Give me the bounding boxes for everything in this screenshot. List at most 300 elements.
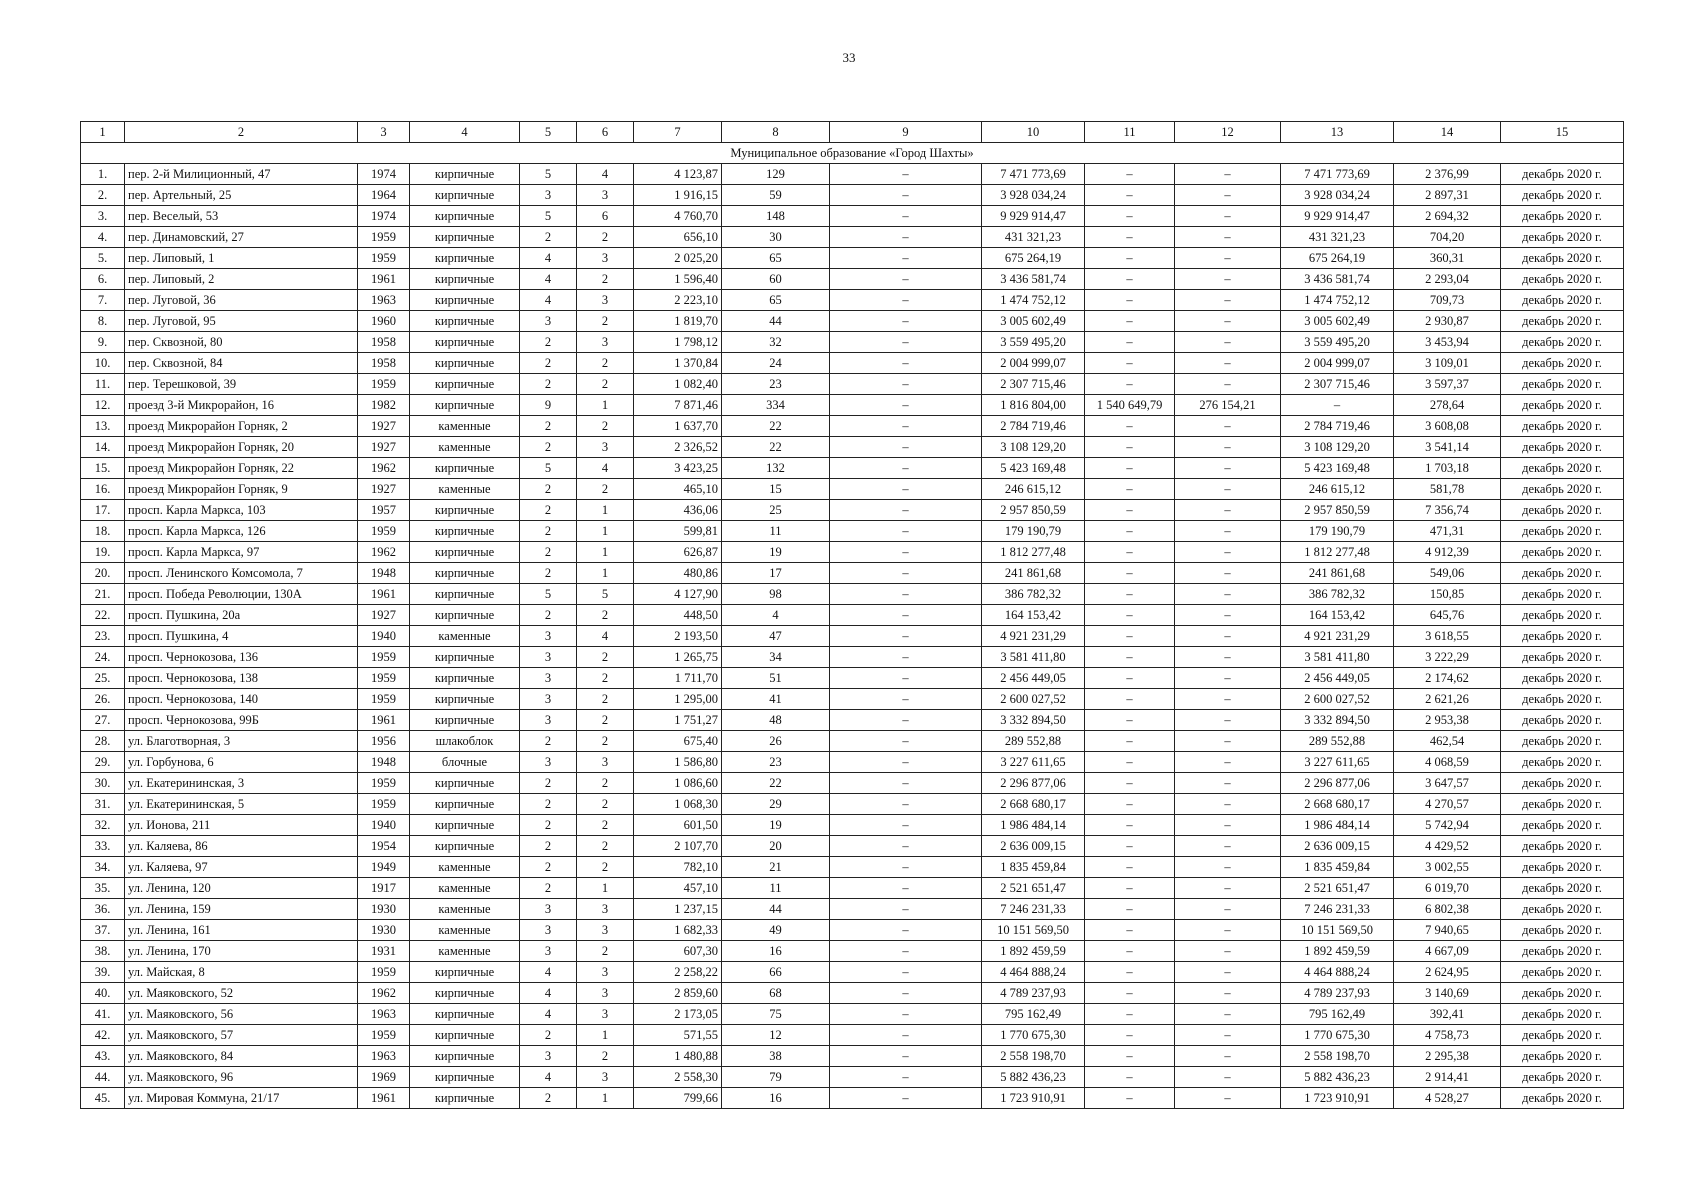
address-cell: просп. Карла Маркса, 103: [125, 500, 358, 521]
total-cost-cell: 179 190,79: [982, 521, 1085, 542]
deadline-cell: декабрь 2020 г.: [1501, 899, 1624, 920]
col-13-cell: 1 812 277,48: [1281, 542, 1394, 563]
cost-per-sqm-cell: 645,76: [1394, 605, 1501, 626]
col-12-cell: –: [1175, 647, 1281, 668]
address-cell: ул. Екатерининская, 5: [125, 794, 358, 815]
year-built-cell: 1959: [358, 962, 410, 983]
row-number-cell: 35.: [81, 878, 125, 899]
table-row: [81, 395, 1624, 416]
wall-material-cell: кирпичные: [410, 542, 520, 563]
col-11-cell: –: [1085, 353, 1175, 374]
cost-per-sqm-cell: 2 624,95: [1394, 962, 1501, 983]
total-cost-cell: 5 882 436,23: [982, 1067, 1085, 1088]
residents-cell: 23: [722, 752, 830, 773]
wall-material-cell: каменные: [410, 479, 520, 500]
floors-cell: 2: [520, 353, 577, 374]
row-number-cell: 10.: [81, 353, 125, 374]
col-13-cell: 2 600 027,52: [1281, 689, 1394, 710]
area-cell: 465,10: [634, 479, 722, 500]
address-cell: пер. Луговой, 36: [125, 290, 358, 311]
total-cost-cell: 1 892 459,59: [982, 941, 1085, 962]
entrances-cell: 2: [577, 794, 634, 815]
residents-cell: 12: [722, 1025, 830, 1046]
floors-cell: 3: [520, 710, 577, 731]
floors-cell: 2: [520, 374, 577, 395]
residents-cell: 20: [722, 836, 830, 857]
col-13-cell: 2 456 449,05: [1281, 668, 1394, 689]
row-number-cell: 27.: [81, 710, 125, 731]
table-row: [81, 185, 1624, 206]
cost-per-sqm-cell: 2 293,04: [1394, 269, 1501, 290]
wall-material-cell: кирпичные: [410, 395, 520, 416]
floors-cell: 2: [520, 836, 577, 857]
entrances-cell: 1: [577, 878, 634, 899]
col-13-cell: 2 307 715,46: [1281, 374, 1394, 395]
year-built-cell: 1930: [358, 899, 410, 920]
year-built-cell: 1927: [358, 437, 410, 458]
floors-cell: 4: [520, 962, 577, 983]
row-number-cell: 19.: [81, 542, 125, 563]
year-built-cell: 1960: [358, 311, 410, 332]
wall-material-cell: кирпичные: [410, 647, 520, 668]
col-9-cell: –: [830, 311, 982, 332]
area-cell: 607,30: [634, 941, 722, 962]
entrances-cell: 3: [577, 248, 634, 269]
table-row: [81, 248, 1624, 269]
row-number-cell: 43.: [81, 1046, 125, 1067]
col-13-cell: 1 835 459,84: [1281, 857, 1394, 878]
area-cell: 1 637,70: [634, 416, 722, 437]
deadline-cell: декабрь 2020 г.: [1501, 983, 1624, 1004]
row-number-cell: 42.: [81, 1025, 125, 1046]
col-9-cell: –: [830, 605, 982, 626]
area-cell: 1 819,70: [634, 311, 722, 332]
residents-cell: 11: [722, 878, 830, 899]
col-9-cell: –: [830, 668, 982, 689]
wall-material-cell: кирпичные: [410, 206, 520, 227]
row-number-cell: 36.: [81, 899, 125, 920]
entrances-cell: 1: [577, 1088, 634, 1109]
col-13-cell: 1 723 910,91: [1281, 1088, 1394, 1109]
row-number-cell: 34.: [81, 857, 125, 878]
floors-cell: 9: [520, 395, 577, 416]
cost-per-sqm-cell: 2 621,26: [1394, 689, 1501, 710]
residents-cell: 148: [722, 206, 830, 227]
entrances-cell: 3: [577, 185, 634, 206]
area-cell: 601,50: [634, 815, 722, 836]
col-9-cell: –: [830, 164, 982, 185]
cost-per-sqm-cell: 2 953,38: [1394, 710, 1501, 731]
col-11-cell: –: [1085, 206, 1175, 227]
table-row: [81, 773, 1624, 794]
col-9-cell: –: [830, 752, 982, 773]
col-9-cell: –: [830, 878, 982, 899]
cost-per-sqm-cell: 2 295,38: [1394, 1046, 1501, 1067]
cost-per-sqm-cell: 581,78: [1394, 479, 1501, 500]
wall-material-cell: кирпичные: [410, 689, 520, 710]
wall-material-cell: кирпичные: [410, 290, 520, 311]
entrances-cell: 3: [577, 899, 634, 920]
area-cell: 4 123,87: [634, 164, 722, 185]
residents-cell: 22: [722, 773, 830, 794]
col-9-cell: –: [830, 521, 982, 542]
area-cell: 448,50: [634, 605, 722, 626]
entrances-cell: 2: [577, 227, 634, 248]
table-row: [81, 815, 1624, 836]
row-number-cell: 18.: [81, 521, 125, 542]
column-header-11: 11: [1085, 122, 1175, 143]
col-12-cell: –: [1175, 353, 1281, 374]
area-cell: 4 760,70: [634, 206, 722, 227]
col-13-cell: 10 151 569,50: [1281, 920, 1394, 941]
col-13-cell: 5 882 436,23: [1281, 1067, 1394, 1088]
table-row: [81, 941, 1624, 962]
col-12-cell: –: [1175, 458, 1281, 479]
cost-per-sqm-cell: 4 912,39: [1394, 542, 1501, 563]
col-12-cell: –: [1175, 920, 1281, 941]
address-cell: пер. Веселый, 53: [125, 206, 358, 227]
col-13-cell: 2 521 651,47: [1281, 878, 1394, 899]
row-number-cell: 15.: [81, 458, 125, 479]
entrances-cell: 1: [577, 500, 634, 521]
total-cost-cell: 164 153,42: [982, 605, 1085, 626]
wall-material-cell: кирпичные: [410, 1088, 520, 1109]
total-cost-cell: 3 436 581,74: [982, 269, 1085, 290]
col-12-cell: –: [1175, 1046, 1281, 1067]
year-built-cell: 1927: [358, 605, 410, 626]
col-13-cell: 289 552,88: [1281, 731, 1394, 752]
col-11-cell: –: [1085, 332, 1175, 353]
row-number-cell: 41.: [81, 1004, 125, 1025]
wall-material-cell: каменные: [410, 416, 520, 437]
year-built-cell: 1956: [358, 731, 410, 752]
deadline-cell: декабрь 2020 г.: [1501, 290, 1624, 311]
col-9-cell: –: [830, 983, 982, 1004]
col-13-cell: 3 559 495,20: [1281, 332, 1394, 353]
row-number-cell: 39.: [81, 962, 125, 983]
wall-material-cell: кирпичные: [410, 269, 520, 290]
area-cell: 2 258,22: [634, 962, 722, 983]
total-cost-cell: 3 581 411,80: [982, 647, 1085, 668]
table-row: [81, 332, 1624, 353]
area-cell: 436,06: [634, 500, 722, 521]
entrances-cell: 2: [577, 731, 634, 752]
cost-per-sqm-cell: 704,20: [1394, 227, 1501, 248]
cost-per-sqm-cell: 462,54: [1394, 731, 1501, 752]
col-11-cell: –: [1085, 269, 1175, 290]
cost-per-sqm-cell: 6 802,38: [1394, 899, 1501, 920]
col-12-cell: –: [1175, 521, 1281, 542]
deadline-cell: декабрь 2020 г.: [1501, 395, 1624, 416]
year-built-cell: 1917: [358, 878, 410, 899]
cost-per-sqm-cell: 4 528,27: [1394, 1088, 1501, 1109]
deadline-cell: декабрь 2020 г.: [1501, 857, 1624, 878]
area-cell: 2 859,60: [634, 983, 722, 1004]
residents-cell: 65: [722, 290, 830, 311]
year-built-cell: 1959: [358, 689, 410, 710]
wall-material-cell: каменные: [410, 857, 520, 878]
total-cost-cell: 675 264,19: [982, 248, 1085, 269]
col-9-cell: –: [830, 836, 982, 857]
col-13-cell: 5 423 169,48: [1281, 458, 1394, 479]
address-cell: пер. Сквозной, 84: [125, 353, 358, 374]
table-row: [81, 668, 1624, 689]
floors-cell: 3: [520, 899, 577, 920]
year-built-cell: 1961: [358, 269, 410, 290]
residents-cell: 16: [722, 941, 830, 962]
entrances-cell: 2: [577, 773, 634, 794]
residents-cell: 26: [722, 731, 830, 752]
col-11-cell: –: [1085, 794, 1175, 815]
col-13-cell: 4 789 237,93: [1281, 983, 1394, 1004]
address-cell: пер. Терешковой, 39: [125, 374, 358, 395]
col-11-cell: –: [1085, 248, 1175, 269]
table-row: [81, 899, 1624, 920]
table-row: [81, 689, 1624, 710]
col-12-cell: –: [1175, 1025, 1281, 1046]
area-cell: 1 068,30: [634, 794, 722, 815]
col-11-cell: –: [1085, 710, 1175, 731]
col-13-cell: 7 246 231,33: [1281, 899, 1394, 920]
entrances-cell: 2: [577, 857, 634, 878]
floors-cell: 2: [520, 731, 577, 752]
col-9-cell: –: [830, 248, 982, 269]
cost-per-sqm-cell: 1 703,18: [1394, 458, 1501, 479]
deadline-cell: декабрь 2020 г.: [1501, 269, 1624, 290]
section-title: Муниципальное образование «Город Шахты»: [81, 143, 1624, 164]
residents-cell: 4: [722, 605, 830, 626]
residents-cell: 129: [722, 164, 830, 185]
row-number-cell: 31.: [81, 794, 125, 815]
row-number-cell: 8.: [81, 311, 125, 332]
address-cell: просп. Ленинского Комсомола, 7: [125, 563, 358, 584]
col-12-cell: –: [1175, 962, 1281, 983]
floors-cell: 2: [520, 542, 577, 563]
row-number-cell: 6.: [81, 269, 125, 290]
address-cell: ул. Маяковского, 56: [125, 1004, 358, 1025]
row-number-cell: 28.: [81, 731, 125, 752]
cost-per-sqm-cell: 2 174,62: [1394, 668, 1501, 689]
col-9-cell: –: [830, 1088, 982, 1109]
row-number-cell: 14.: [81, 437, 125, 458]
deadline-cell: декабрь 2020 г.: [1501, 626, 1624, 647]
table-row: [81, 521, 1624, 542]
row-number-cell: 1.: [81, 164, 125, 185]
year-built-cell: 1982: [358, 395, 410, 416]
deadline-cell: декабрь 2020 г.: [1501, 1025, 1624, 1046]
col-9-cell: –: [830, 563, 982, 584]
col-9-cell: –: [830, 227, 982, 248]
col-11-cell: –: [1085, 1004, 1175, 1025]
col-13-cell: 3 332 894,50: [1281, 710, 1394, 731]
area-cell: 675,40: [634, 731, 722, 752]
deadline-cell: декабрь 2020 г.: [1501, 941, 1624, 962]
table-row: [81, 311, 1624, 332]
address-cell: проезд Микрорайон Горняк, 22: [125, 458, 358, 479]
row-number-cell: 16.: [81, 479, 125, 500]
residents-cell: 30: [722, 227, 830, 248]
col-11-cell: –: [1085, 878, 1175, 899]
col-11-cell: –: [1085, 542, 1175, 563]
cost-per-sqm-cell: 7 940,65: [1394, 920, 1501, 941]
address-cell: пер. Липовый, 1: [125, 248, 358, 269]
entrances-cell: 2: [577, 710, 634, 731]
year-built-cell: 1959: [358, 773, 410, 794]
floors-cell: 2: [520, 437, 577, 458]
cost-per-sqm-cell: 3 647,57: [1394, 773, 1501, 794]
floors-cell: 2: [520, 1088, 577, 1109]
address-cell: просп. Чернокозова, 136: [125, 647, 358, 668]
table-row: [81, 206, 1624, 227]
wall-material-cell: кирпичные: [410, 332, 520, 353]
wall-material-cell: кирпичные: [410, 500, 520, 521]
cost-per-sqm-cell: 2 897,31: [1394, 185, 1501, 206]
area-cell: 1 082,40: [634, 374, 722, 395]
floors-cell: 3: [520, 668, 577, 689]
table-row: [81, 1088, 1624, 1109]
floors-cell: 3: [520, 752, 577, 773]
table-row: [81, 1004, 1624, 1025]
residents-cell: 44: [722, 899, 830, 920]
residents-cell: 21: [722, 857, 830, 878]
col-11-cell: –: [1085, 290, 1175, 311]
floors-cell: 2: [520, 878, 577, 899]
deadline-cell: декабрь 2020 г.: [1501, 353, 1624, 374]
area-cell: 571,55: [634, 1025, 722, 1046]
cost-per-sqm-cell: 2 376,99: [1394, 164, 1501, 185]
col-11-cell: –: [1085, 164, 1175, 185]
col-9-cell: –: [830, 962, 982, 983]
deadline-cell: декабрь 2020 г.: [1501, 773, 1624, 794]
year-built-cell: 1974: [358, 164, 410, 185]
col-9-cell: –: [830, 689, 982, 710]
residents-cell: 68: [722, 983, 830, 1004]
row-number-cell: 30.: [81, 773, 125, 794]
col-13-cell: 4 464 888,24: [1281, 962, 1394, 983]
area-cell: 1 086,60: [634, 773, 722, 794]
floors-cell: 2: [520, 563, 577, 584]
entrances-cell: 2: [577, 836, 634, 857]
address-cell: проезд Микрорайон Горняк, 9: [125, 479, 358, 500]
residents-cell: 17: [722, 563, 830, 584]
row-number-cell: 4.: [81, 227, 125, 248]
entrances-cell: 2: [577, 1046, 634, 1067]
entrances-cell: 2: [577, 605, 634, 626]
residents-cell: 47: [722, 626, 830, 647]
cost-per-sqm-cell: 2 930,87: [1394, 311, 1501, 332]
col-12-cell: –: [1175, 227, 1281, 248]
total-cost-cell: 2 004 999,07: [982, 353, 1085, 374]
column-header-13: 13: [1281, 122, 1394, 143]
entrances-cell: 2: [577, 353, 634, 374]
total-cost-cell: 2 784 719,46: [982, 416, 1085, 437]
col-13-cell: 1 770 675,30: [1281, 1025, 1394, 1046]
deadline-cell: декабрь 2020 г.: [1501, 689, 1624, 710]
col-13-cell: 1 986 484,14: [1281, 815, 1394, 836]
address-cell: ул. Маяковского, 96: [125, 1067, 358, 1088]
col-9-cell: –: [830, 353, 982, 374]
address-cell: ул. Ленина, 120: [125, 878, 358, 899]
address-cell: пер. Липовый, 2: [125, 269, 358, 290]
area-cell: 457,10: [634, 878, 722, 899]
entrances-cell: 1: [577, 542, 634, 563]
address-cell: ул. Маяковского, 84: [125, 1046, 358, 1067]
floors-cell: 5: [520, 206, 577, 227]
deadline-cell: декабрь 2020 г.: [1501, 584, 1624, 605]
deadline-cell: декабрь 2020 г.: [1501, 1088, 1624, 1109]
area-cell: 4 127,90: [634, 584, 722, 605]
wall-material-cell: кирпичные: [410, 521, 520, 542]
table-row: [81, 269, 1624, 290]
cost-per-sqm-cell: 5 742,94: [1394, 815, 1501, 836]
address-cell: пер. 2-й Милиционный, 47: [125, 164, 358, 185]
col-12-cell: –: [1175, 731, 1281, 752]
area-cell: 1 586,80: [634, 752, 722, 773]
year-built-cell: 1959: [358, 227, 410, 248]
col-9-cell: –: [830, 437, 982, 458]
col-11-cell: –: [1085, 647, 1175, 668]
floors-cell: 3: [520, 941, 577, 962]
area-cell: 782,10: [634, 857, 722, 878]
row-number-cell: 32.: [81, 815, 125, 836]
entrances-cell: 2: [577, 374, 634, 395]
address-cell: ул. Екатерининская, 3: [125, 773, 358, 794]
address-cell: ул. Маяковского, 57: [125, 1025, 358, 1046]
deadline-cell: декабрь 2020 г.: [1501, 458, 1624, 479]
wall-material-cell: кирпичные: [410, 710, 520, 731]
row-number-cell: 24.: [81, 647, 125, 668]
area-cell: 626,87: [634, 542, 722, 563]
floors-cell: 3: [520, 920, 577, 941]
deadline-cell: декабрь 2020 г.: [1501, 479, 1624, 500]
col-13-cell: 386 782,32: [1281, 584, 1394, 605]
col-11-cell: –: [1085, 1088, 1175, 1109]
deadline-cell: декабрь 2020 г.: [1501, 1004, 1624, 1025]
column-header-10: 10: [982, 122, 1085, 143]
address-cell: ул. Каляева, 86: [125, 836, 358, 857]
col-11-cell: –: [1085, 941, 1175, 962]
wall-material-cell: кирпичные: [410, 584, 520, 605]
col-9-cell: –: [830, 458, 982, 479]
col-12-cell: –: [1175, 794, 1281, 815]
entrances-cell: 6: [577, 206, 634, 227]
wall-material-cell: каменные: [410, 899, 520, 920]
year-built-cell: 1959: [358, 668, 410, 689]
deadline-cell: декабрь 2020 г.: [1501, 521, 1624, 542]
col-12-cell: –: [1175, 479, 1281, 500]
total-cost-cell: 1 474 752,12: [982, 290, 1085, 311]
col-9-cell: –: [830, 626, 982, 647]
deadline-cell: декабрь 2020 г.: [1501, 563, 1624, 584]
deadline-cell: декабрь 2020 г.: [1501, 878, 1624, 899]
table-row: [81, 437, 1624, 458]
residents-cell: 65: [722, 248, 830, 269]
year-built-cell: 1927: [358, 479, 410, 500]
col-9-cell: –: [830, 206, 982, 227]
deadline-cell: декабрь 2020 г.: [1501, 731, 1624, 752]
deadline-cell: декабрь 2020 г.: [1501, 815, 1624, 836]
year-built-cell: 1954: [358, 836, 410, 857]
col-9-cell: –: [830, 584, 982, 605]
floors-cell: 2: [520, 1025, 577, 1046]
column-number-row: [81, 122, 1624, 143]
floors-cell: 3: [520, 185, 577, 206]
col-12-cell: –: [1175, 563, 1281, 584]
table-row: [81, 962, 1624, 983]
floors-cell: 2: [520, 794, 577, 815]
cost-per-sqm-cell: 4 068,59: [1394, 752, 1501, 773]
col-11-cell: –: [1085, 983, 1175, 1004]
